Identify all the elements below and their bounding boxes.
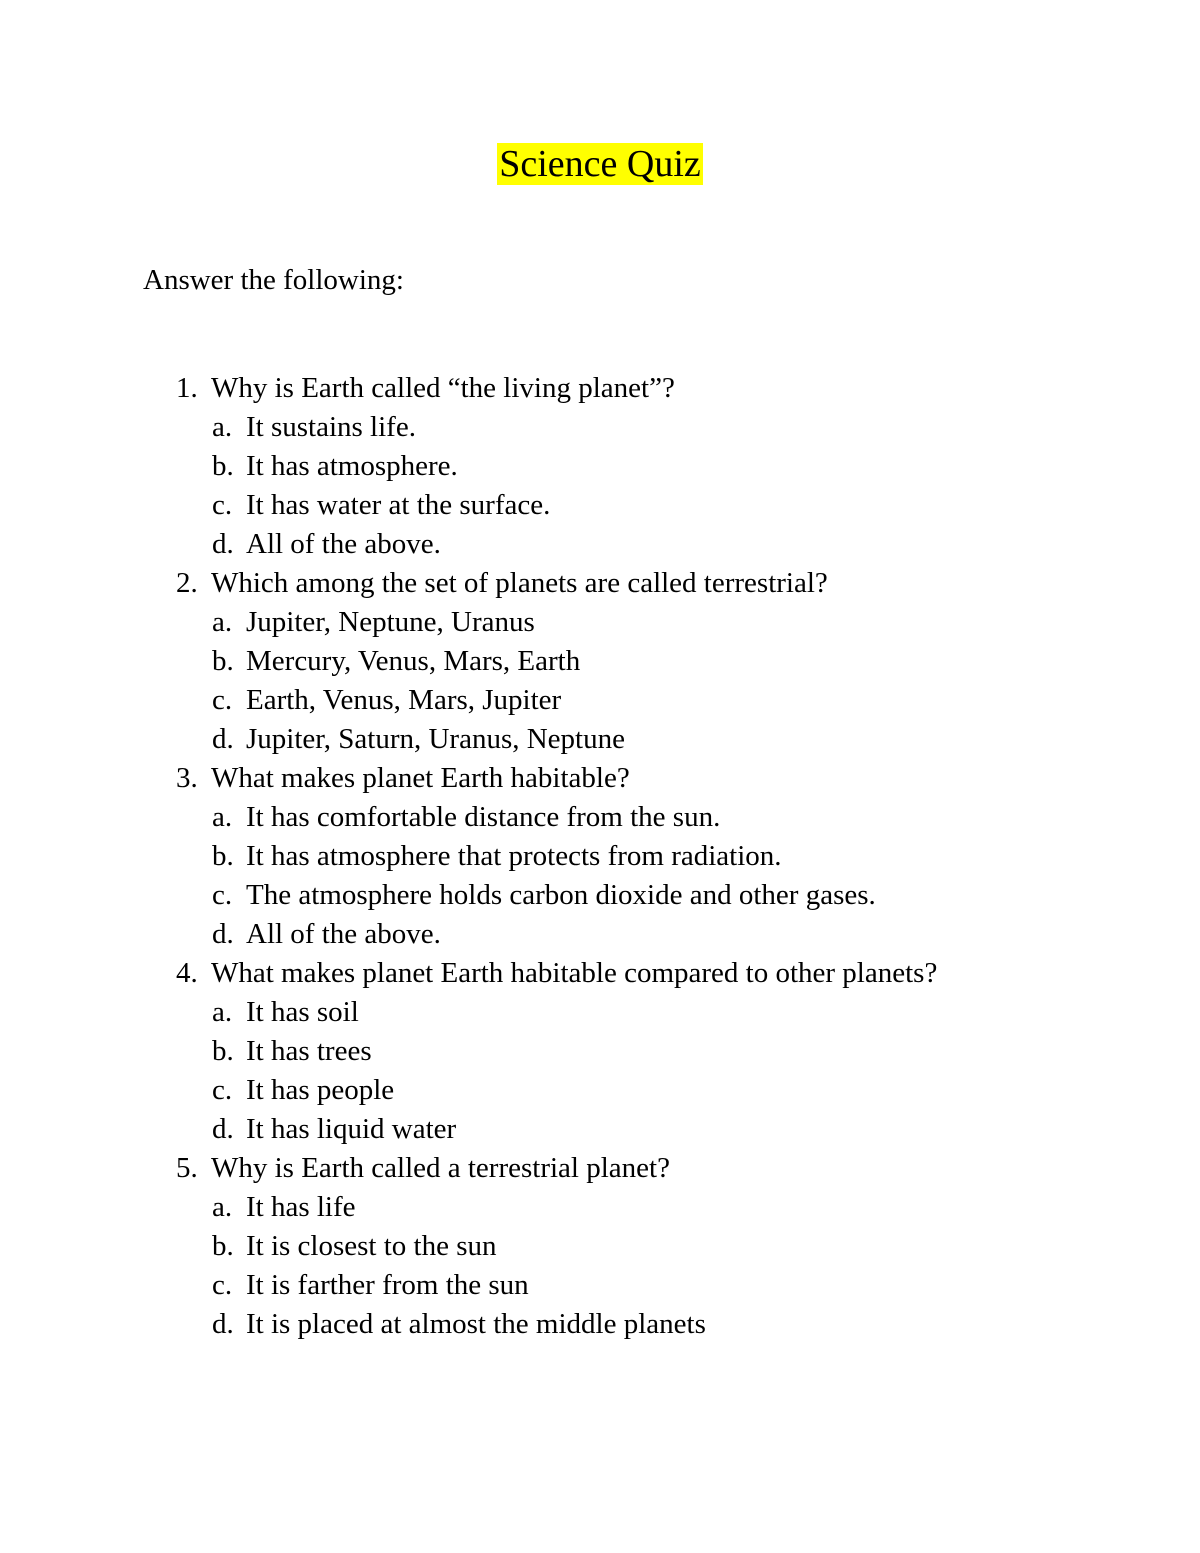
question-number: 4.: [176, 957, 198, 989]
answer-option: [0, 447, 1200, 486]
answer-option: [0, 993, 1200, 1032]
answer-option: [0, 642, 1200, 681]
answer-option: [0, 837, 1200, 876]
title-container: [0, 143, 1200, 185]
option-letter: c.: [212, 684, 233, 716]
option-letter: b.: [212, 450, 234, 482]
question-4: [0, 954, 1200, 993]
option-text: Jupiter, Neptune, Uranus: [246, 606, 535, 638]
question-number: 1.: [176, 372, 198, 404]
question-text: What makes planet Earth habitable compared to other planets?: [211, 957, 938, 989]
option-letter: d.: [212, 723, 234, 755]
option-letter: d.: [212, 1308, 234, 1340]
option-text: All of the above.: [246, 918, 441, 950]
question-number: 2.: [176, 567, 198, 599]
option-letter: b.: [212, 1035, 234, 1067]
option-text: The atmosphere holds carbon dioxide and other gases.: [246, 879, 876, 911]
answer-option: [0, 408, 1200, 447]
answer-option: [0, 1305, 1200, 1344]
page-title: Science Quiz: [499, 143, 701, 185]
answer-option: [0, 915, 1200, 954]
option-letter: b.: [212, 1230, 234, 1262]
question-text: Why is Earth called a terrestrial planet?: [211, 1152, 670, 1184]
option-text: Earth, Venus, Mars, Jupiter: [246, 684, 562, 716]
option-letter: c.: [212, 1074, 233, 1106]
option-text: It is placed at almost the middle planets: [246, 1308, 706, 1340]
option-text: Mercury, Venus, Mars, Earth: [246, 645, 581, 677]
question-3: [0, 759, 1200, 798]
answer-option: [0, 1227, 1200, 1266]
option-text: It has atmosphere.: [246, 450, 458, 482]
answer-option: [0, 681, 1200, 720]
question-text: Which among the set of planets are called terrestrial?: [211, 567, 828, 599]
answer-option: [0, 1266, 1200, 1305]
option-letter: c.: [212, 489, 233, 521]
option-text: It has atmosphere that protects from radiation.: [246, 840, 782, 872]
option-text: It has liquid water: [246, 1113, 457, 1145]
option-text: It has water at the surface.: [246, 489, 551, 521]
answer-option: [0, 1188, 1200, 1227]
question-5: [0, 1149, 1200, 1188]
option-letter: a.: [212, 606, 233, 638]
option-text: Jupiter, Saturn, Uranus, Neptune: [246, 723, 625, 755]
option-letter: c.: [212, 879, 233, 911]
option-letter: c.: [212, 1269, 233, 1301]
option-text: It is closest to the sun: [246, 1230, 497, 1262]
answer-option: [0, 798, 1200, 837]
answer-option: [0, 876, 1200, 915]
option-letter: a.: [212, 411, 233, 443]
question-text: What makes planet Earth habitable?: [211, 762, 630, 794]
question-2: [0, 564, 1200, 603]
question-1: [0, 369, 1200, 408]
option-letter: b.: [212, 840, 234, 872]
option-text: It is farther from the sun: [246, 1269, 529, 1301]
answer-option: [0, 1032, 1200, 1071]
answer-option: [0, 720, 1200, 759]
answer-option: [0, 1071, 1200, 1110]
option-text: All of the above.: [246, 528, 441, 560]
answer-option: [0, 525, 1200, 564]
option-text: It has comfortable distance from the sun.: [246, 801, 721, 833]
answer-option: [0, 603, 1200, 642]
option-text: It has people: [246, 1074, 395, 1106]
option-letter: d.: [212, 528, 234, 560]
question-number: 3.: [176, 762, 198, 794]
question-text: Why is Earth called “the living planet”?: [211, 372, 675, 404]
option-letter: b.: [212, 645, 234, 677]
answer-option: [0, 1110, 1200, 1149]
option-text: It has soil: [246, 996, 359, 1028]
instructions: Answer the following:: [143, 264, 404, 296]
option-text: It has life: [246, 1191, 356, 1223]
answer-option: [0, 486, 1200, 525]
option-text: It sustains life.: [246, 411, 416, 443]
option-letter: a.: [212, 801, 233, 833]
option-letter: a.: [212, 1191, 233, 1223]
question-number: 5.: [176, 1152, 198, 1184]
option-letter: d.: [212, 1113, 234, 1145]
question-list: [0, 369, 1200, 1344]
option-text: It has trees: [246, 1035, 372, 1067]
option-letter: d.: [212, 918, 234, 950]
option-letter: a.: [212, 996, 233, 1028]
